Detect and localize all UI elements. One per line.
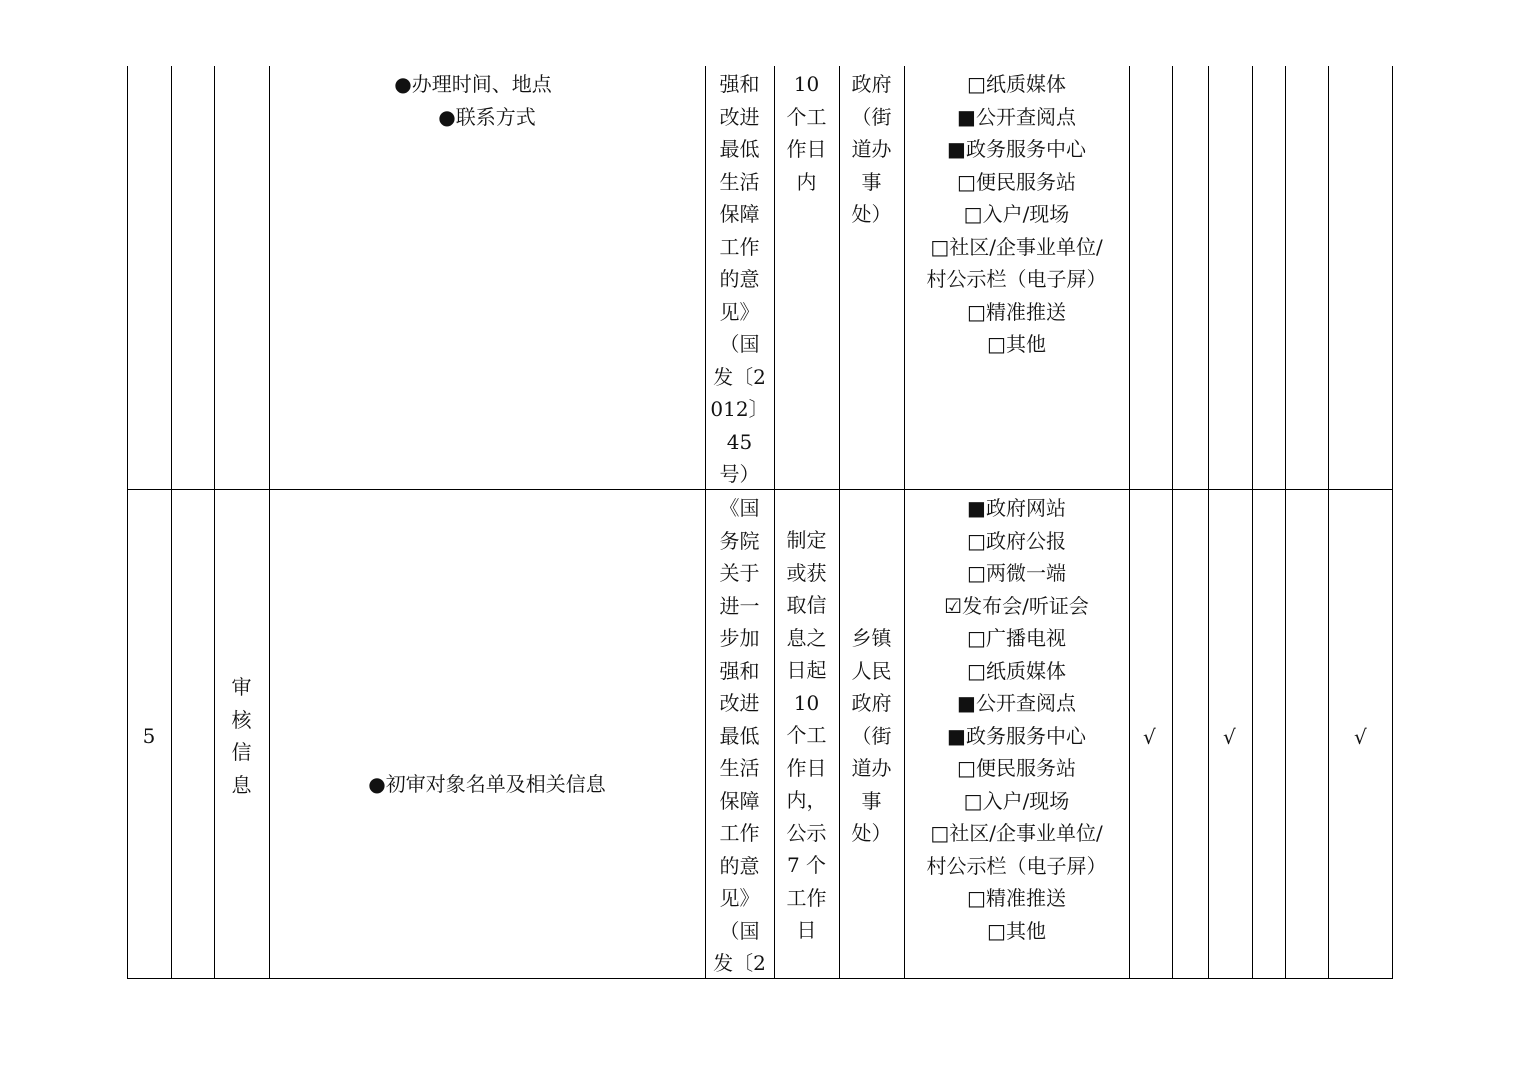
basis-line: 发〔2: [713, 951, 766, 975]
basis-line: 45: [726, 429, 753, 454]
column-divider: [171, 66, 172, 979]
time-line: 日起: [786, 658, 827, 682]
time-limit-cell-top: [774, 68, 839, 198]
channel-item: □其他: [987, 918, 1046, 943]
column-divider: [214, 66, 215, 979]
column-divider: [127, 66, 128, 489]
channel-item: □政府公报: [967, 528, 1066, 553]
time-line: 个工: [786, 723, 827, 747]
subject-line: 人民: [851, 658, 892, 683]
channel-item: ■政务服务中心: [947, 137, 1086, 161]
item-name-char: 息: [231, 772, 252, 797]
channel-item: □广播电视: [967, 626, 1066, 650]
table-border-right: [1392, 66, 1393, 979]
basis-line: 改进: [719, 691, 760, 715]
subject-line: 道办: [851, 756, 892, 780]
column-divider: [1252, 66, 1253, 979]
channels-cell-top: [904, 68, 1129, 361]
channel-item: 村公示栏（电子屏）: [926, 267, 1107, 291]
channel-item: □便民服务站: [957, 756, 1076, 780]
item-name-char: 审: [231, 675, 252, 699]
channel-item: □社区/企事业单位/: [930, 234, 1103, 259]
basis-cell-bottom: [705, 492, 774, 980]
basis-line: 见》: [719, 886, 760, 910]
column-divider: [1285, 66, 1286, 979]
time-line: 个工: [786, 104, 827, 129]
subject-line: 乡镇: [851, 626, 892, 650]
check-mark: √: [1354, 725, 1367, 749]
channel-item: □入户/现场: [963, 202, 1070, 226]
channel-item: 村公示栏（电子屏）: [926, 853, 1107, 878]
time-line: 工作: [786, 885, 827, 910]
subject-line: 事: [861, 788, 882, 813]
basis-line: 关于: [719, 561, 760, 585]
basis-line: 进一: [719, 593, 760, 618]
time-line: 制定: [786, 528, 827, 552]
check-mark: √: [1143, 725, 1156, 749]
basis-line: 步加: [719, 626, 760, 650]
channel-item: ■政务服务中心: [947, 723, 1086, 748]
subject-line: （街: [851, 104, 892, 129]
channel-item: ■公开查阅点: [957, 104, 1076, 129]
subject-line: （街: [851, 723, 892, 748]
basis-line: 强和: [719, 72, 760, 96]
time-line: 取信: [786, 593, 827, 617]
item-name-char: 核: [231, 707, 252, 732]
basis-line: 强和: [719, 658, 760, 683]
time-line: 作日: [786, 755, 827, 780]
subject-cell-bottom: [839, 622, 904, 850]
subject-line: 政府: [851, 691, 892, 715]
channel-item: □入户/现场: [963, 788, 1070, 813]
channel-item: ☑发布会/听证会: [944, 593, 1089, 618]
channel-item: □纸质媒体: [967, 658, 1066, 683]
basis-line: 发〔2: [713, 364, 766, 389]
basis-line: 工作: [719, 234, 760, 259]
basis-line: 《国: [719, 496, 760, 520]
time-line: 作日: [786, 137, 827, 161]
subject-line: 处）: [851, 202, 892, 226]
channel-item: ■公开查阅点: [957, 691, 1076, 715]
basis-line: 最低: [719, 723, 760, 748]
subject-line: 事: [861, 169, 882, 194]
channel-item: □便民服务站: [957, 169, 1076, 194]
basis-line: 号）: [719, 462, 760, 486]
basis-line: 生活: [719, 756, 760, 780]
time-limit-cell-bottom: [774, 524, 839, 947]
column-divider: [1208, 66, 1209, 979]
basis-line: 保障: [719, 788, 760, 813]
channel-item: □精准推送: [967, 886, 1066, 910]
time-line: 或获: [786, 560, 827, 585]
subject-line: 政府: [851, 72, 892, 96]
column-divider: [1129, 66, 1130, 979]
channel-item: □其他: [987, 332, 1046, 356]
subject-cell-top: [839, 68, 904, 231]
content-item: ●联系方式: [438, 104, 536, 129]
item-name-cell: [214, 671, 269, 801]
column-divider: [1172, 66, 1173, 979]
basis-line: 改进: [719, 104, 760, 129]
basis-line: 的意: [719, 267, 760, 291]
channel-item: □纸质媒体: [967, 72, 1066, 96]
time-line: 内，: [786, 788, 827, 812]
channel-item: □精准推送: [967, 299, 1066, 324]
basis-line: 见》: [719, 299, 760, 324]
time-line: 日: [796, 918, 817, 942]
basis-cell-top: [705, 68, 774, 491]
basis-line: 保障: [719, 202, 760, 226]
column-divider: [1328, 66, 1329, 979]
basis-line: 012〕: [710, 397, 769, 421]
time-line: 10: [793, 72, 820, 96]
time-line: 公示: [786, 820, 827, 845]
subject-line: 道办: [851, 137, 892, 161]
basis-line: 的意: [719, 853, 760, 878]
basis-line: （国: [719, 918, 760, 943]
basis-line: 工作: [719, 821, 760, 845]
basis-line: 务院: [719, 528, 760, 553]
sequence-number: 5: [142, 724, 156, 748]
basis-line: （国: [719, 332, 760, 356]
time-line: 息之: [786, 625, 827, 650]
channel-item: □两微一端: [967, 561, 1066, 585]
channel-item: □社区/企事业单位/: [930, 821, 1103, 845]
column-divider: [269, 66, 270, 979]
time-line: 7 个: [786, 853, 827, 877]
basis-line: 生活: [719, 169, 760, 194]
check-mark: √: [1223, 725, 1236, 749]
content-item: ●办理时间、地点: [394, 72, 552, 96]
time-line: 10: [793, 690, 820, 715]
basis-line: 最低: [719, 137, 760, 161]
subject-line: 处）: [851, 821, 892, 845]
content-item-bottom: ●初审对象名单及相关信息: [368, 772, 606, 796]
time-line: 内: [796, 169, 817, 194]
item-name-char: 信: [231, 740, 252, 764]
channels-cell-bottom: [904, 492, 1129, 947]
content-items-top: [269, 68, 705, 133]
channel-item: ■政府网站: [967, 496, 1066, 520]
